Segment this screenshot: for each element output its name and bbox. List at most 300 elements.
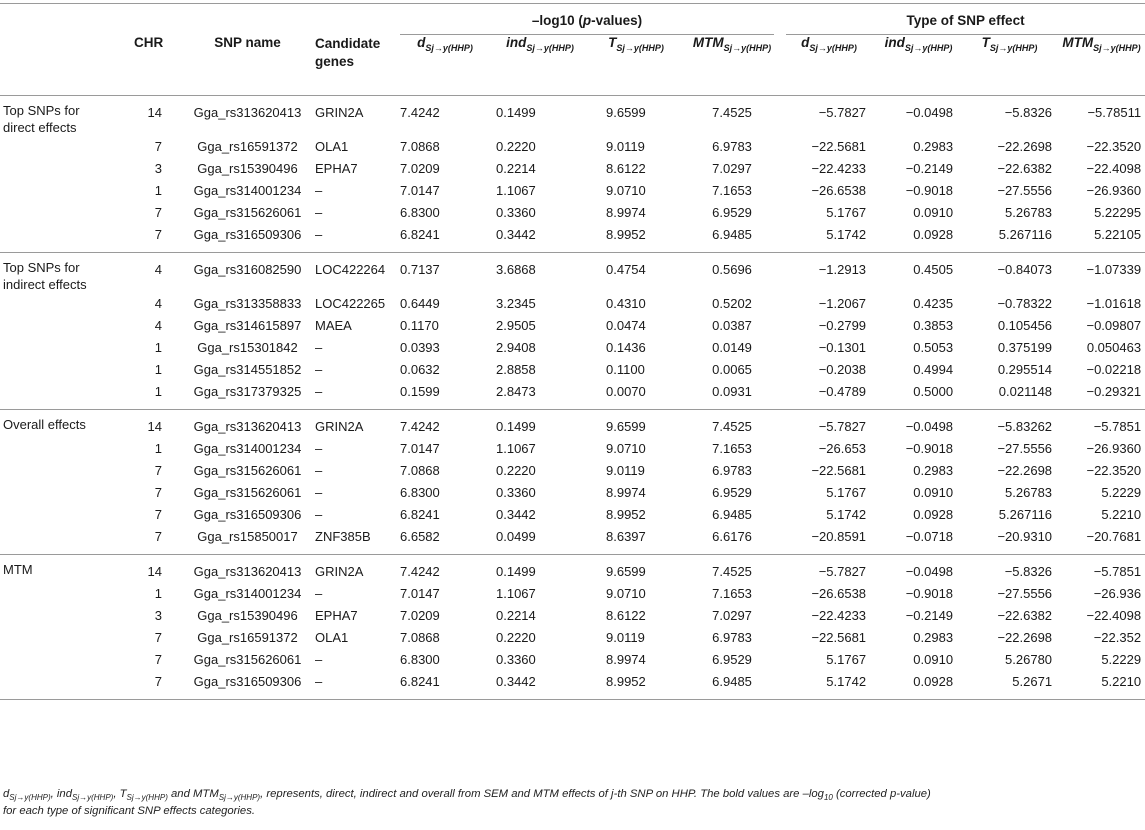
header-ind-pvalue: ind$_{Sj\to y(HHP)}$ <box>506 35 574 53</box>
cell-p-ind: 0.1499 <box>496 105 536 120</box>
cell-gene: GRIN2A <box>315 564 364 579</box>
cell-chr: 1 <box>154 586 162 601</box>
cell-p-mtm: 6.9783 <box>712 630 752 645</box>
group-label-line: direct effects <box>3 120 77 135</box>
cell-p-mtm: 7.1653 <box>712 586 752 601</box>
table-row <box>0 224 1145 253</box>
cell-e-t: 0.021148 <box>998 384 1053 399</box>
cell-snp: Gga_rs15390496 <box>197 161 298 176</box>
cell-e-mtm: −22.3520 <box>1086 139 1142 154</box>
cell-gene: OLA1 <box>315 139 349 154</box>
cell-p-t: 9.0710 <box>606 586 646 601</box>
cell-gene: ZNF385B <box>315 529 371 544</box>
cell-chr: 7 <box>154 507 162 522</box>
cell-e-ind: 0.4994 <box>913 362 954 377</box>
cell-p-mtm: 0.5696 <box>712 262 752 277</box>
cell-p-d: 7.0868 <box>400 630 440 645</box>
cell-e-t: 5.2671 <box>1012 674 1053 689</box>
cell-p-mtm: 7.0297 <box>712 161 752 176</box>
cell-e-mtm: −22.352 <box>1093 630 1142 645</box>
cell-p-ind: 0.3442 <box>496 507 536 522</box>
table-row <box>0 337 1145 359</box>
group-label-cell <box>0 438 128 460</box>
cell-e-ind: 0.5000 <box>913 384 954 399</box>
table-footnote <box>3 786 1143 820</box>
cell-p-d: 6.6582 <box>400 529 440 544</box>
cell-e-t: 5.26783 <box>1005 485 1053 500</box>
cell-e-d: −22.5681 <box>811 630 867 645</box>
cell-chr: 1 <box>154 183 162 198</box>
cell-e-t: −27.5556 <box>997 586 1053 601</box>
cell-p-mtm: 6.9783 <box>712 139 752 154</box>
group-label-cell <box>0 482 128 504</box>
cell-snp: Gga_rs316082590 <box>193 262 302 277</box>
cell-e-ind: 0.0928 <box>913 674 954 689</box>
cell-p-t: 8.9974 <box>606 485 646 500</box>
table-row <box>0 315 1145 337</box>
group-label-cell <box>0 605 128 627</box>
header-d-pvalue: $d_{Sj\to y(HHP)}$ <box>417 35 473 53</box>
group-label-line: Top SNPs for <box>3 103 80 118</box>
cell-p-d: 7.0209 <box>400 161 440 176</box>
cell-e-mtm: −22.3520 <box>1086 463 1142 478</box>
table-row <box>0 381 1145 410</box>
cell-p-ind: 0.3360 <box>496 652 536 667</box>
table-row <box>0 293 1145 315</box>
cell-p-mtm: 7.4525 <box>712 564 752 579</box>
cell-p-mtm: 6.6176 <box>712 529 752 544</box>
cell-e-d: −22.4233 <box>811 161 867 176</box>
cell-p-t: 9.0710 <box>606 441 646 456</box>
cell-gene: – <box>315 340 323 355</box>
cell-snp: Gga_rs314551852 <box>193 362 302 377</box>
cell-p-d: 6.8241 <box>400 227 440 242</box>
cell-e-d: −26.6538 <box>811 586 867 601</box>
cell-p-t: 9.0710 <box>606 183 646 198</box>
table-row <box>0 202 1145 224</box>
cell-p-t: 0.1436 <box>606 340 646 355</box>
group-label-cell <box>0 337 128 359</box>
cell-p-d: 0.0632 <box>400 362 440 377</box>
cell-e-ind: 0.0928 <box>913 507 954 522</box>
cell-p-d: 7.4242 <box>400 564 440 579</box>
cell-e-mtm: −26.9360 <box>1086 183 1142 198</box>
group-label-cell <box>0 180 128 202</box>
cell-e-ind: 0.2983 <box>913 139 954 154</box>
cell-p-mtm: 0.0149 <box>712 340 752 355</box>
cell-chr: 7 <box>154 485 162 500</box>
cell-e-ind: −0.9018 <box>905 183 954 198</box>
cell-snp: Gga_rs316509306 <box>193 674 302 689</box>
table-body <box>0 96 1145 700</box>
cell-p-ind: 0.3360 <box>496 485 536 500</box>
cell-snp: Gga_rs313358833 <box>193 296 302 311</box>
cell-p-t: 9.0119 <box>606 630 645 645</box>
cell-chr: 14 <box>147 564 162 579</box>
cell-p-mtm: 6.9783 <box>712 463 752 478</box>
cell-e-t: 5.267116 <box>998 227 1053 242</box>
cell-snp: Gga_rs15850017 <box>197 529 298 544</box>
cell-gene: MAEA <box>315 318 352 333</box>
cell-p-d: 6.8300 <box>400 652 440 667</box>
cell-p-ind: 1.1067 <box>496 586 536 601</box>
cell-e-t: −0.84073 <box>997 262 1053 277</box>
cell-p-mtm: 6.9485 <box>712 674 752 689</box>
header-snp-name: SNP name <box>214 35 281 50</box>
cell-p-t: 0.0474 <box>606 318 646 333</box>
cell-e-ind: 0.5053 <box>913 340 954 355</box>
cell-gene: – <box>315 384 323 399</box>
cell-e-mtm: 5.2210 <box>1101 674 1142 689</box>
cell-e-t: 5.267116 <box>998 507 1053 522</box>
group-label-cell <box>0 460 128 482</box>
cell-gene: – <box>315 485 323 500</box>
cell-e-t: 5.26783 <box>1005 205 1053 220</box>
cell-p-t: 8.9952 <box>606 507 646 522</box>
cell-gene: EPHA7 <box>315 608 358 623</box>
cell-chr: 1 <box>154 384 162 399</box>
table-row <box>0 253 1145 294</box>
cell-p-t: 8.6122 <box>606 161 646 176</box>
cell-e-ind: 0.0928 <box>913 227 954 242</box>
cell-e-d: 5.1742 <box>826 507 867 522</box>
cell-e-d: −20.8591 <box>811 529 867 544</box>
table-row <box>0 482 1145 504</box>
cell-p-mtm: 0.0931 <box>712 384 752 399</box>
cell-e-ind: 0.4235 <box>913 296 954 311</box>
header-t-effect: $T_{Sj\to y(HHP)}$ <box>981 35 1038 53</box>
cell-e-mtm: −22.4098 <box>1086 161 1142 176</box>
cell-p-ind: 2.9408 <box>496 340 536 355</box>
cell-e-ind: −0.9018 <box>905 586 954 601</box>
cell-p-ind: 0.1499 <box>496 564 536 579</box>
cell-p-mtm: 6.9529 <box>712 485 752 500</box>
cell-snp: Gga_rs313620413 <box>193 419 302 434</box>
cell-e-t: −22.2698 <box>997 630 1053 645</box>
cell-e-t: −5.8326 <box>1004 105 1053 120</box>
cell-p-mtm: 6.9529 <box>712 205 752 220</box>
cell-chr: 4 <box>154 296 162 311</box>
header-candidate-genes: Candidate genes <box>315 36 381 69</box>
cell-p-ind: 0.3442 <box>496 227 536 242</box>
table-row <box>0 504 1145 526</box>
cell-gene: OLA1 <box>315 630 349 645</box>
group-label-cell <box>0 359 128 381</box>
cell-e-ind: −0.9018 <box>905 441 954 456</box>
cell-gene: – <box>315 227 323 242</box>
cell-e-d: 5.1767 <box>826 652 867 667</box>
table-row <box>0 526 1145 555</box>
group-label-cell <box>0 627 128 649</box>
cell-e-mtm: −5.78511 <box>1087 105 1142 120</box>
cell-p-t: 0.0070 <box>606 384 646 399</box>
cell-e-d: 5.1742 <box>826 674 867 689</box>
cell-e-mtm: −0.09807 <box>1086 318 1142 333</box>
group-label-cell <box>0 410 128 439</box>
cell-p-mtm: 0.0387 <box>712 318 752 333</box>
header-t-pvalue: $T_{Sj\to y(HHP)}$ <box>608 35 664 53</box>
cell-e-mtm: 5.2229 <box>1101 652 1142 667</box>
cell-e-mtm: −1.01618 <box>1086 296 1142 311</box>
cell-gene: GRIN2A <box>315 419 364 434</box>
cell-chr: 7 <box>154 139 162 154</box>
cell-e-t: 0.105456 <box>997 318 1053 333</box>
cell-p-mtm: 7.1653 <box>712 183 752 198</box>
group-label-cell <box>0 671 128 700</box>
cell-snp: Gga_rs313620413 <box>193 105 302 120</box>
header-group-effect: Type of SNP effect <box>782 4 1145 36</box>
cell-e-d: −0.2799 <box>818 318 867 333</box>
cell-e-mtm: −0.02218 <box>1086 362 1142 377</box>
group-label-line: MTM <box>3 562 33 577</box>
cell-gene: – <box>315 441 323 456</box>
cell-p-t: 8.9952 <box>606 227 646 242</box>
cell-e-t: −27.5556 <box>997 441 1053 456</box>
cell-gene: – <box>315 652 323 667</box>
cell-gene: GRIN2A <box>315 105 364 120</box>
cell-e-d: −26.653 <box>818 441 867 456</box>
group-label-cell <box>0 583 128 605</box>
cell-e-t: −27.5556 <box>997 183 1053 198</box>
cell-e-d: 5.1767 <box>826 205 867 220</box>
cell-e-ind: −0.0498 <box>905 105 954 120</box>
table-row <box>0 180 1145 202</box>
table-row <box>0 359 1145 381</box>
cell-e-ind: 0.2983 <box>913 463 954 478</box>
table-row <box>0 158 1145 180</box>
table-row <box>0 649 1145 671</box>
cell-e-d: −0.1301 <box>818 340 867 355</box>
cell-p-ind: 2.8858 <box>496 362 536 377</box>
cell-p-t: 8.9974 <box>606 652 646 667</box>
cell-e-mtm: 5.22295 <box>1094 205 1142 220</box>
cell-e-d: −5.7827 <box>818 419 867 434</box>
cell-p-t: 9.0119 <box>606 463 645 478</box>
cell-p-t: 0.4310 <box>606 296 646 311</box>
cell-e-d: −26.6538 <box>811 183 867 198</box>
cell-snp: Gga_rs316509306 <box>193 227 302 242</box>
cell-p-mtm: 6.9485 <box>712 227 752 242</box>
cell-e-t: −22.6382 <box>997 161 1053 176</box>
group-label-cell <box>0 526 128 555</box>
cell-p-d: 0.6449 <box>400 296 440 311</box>
cell-p-ind: 2.9505 <box>496 318 536 333</box>
cell-e-d: −1.2913 <box>818 262 867 277</box>
cell-p-mtm: 6.9529 <box>712 652 752 667</box>
cell-e-mtm: −5.7851 <box>1093 419 1142 434</box>
cell-e-d: −1.2067 <box>818 296 867 311</box>
cell-p-t: 9.6599 <box>606 105 646 120</box>
cell-p-ind: 0.0499 <box>496 529 536 544</box>
cell-chr: 7 <box>154 674 162 689</box>
cell-e-t: −0.78322 <box>997 296 1053 311</box>
cell-e-t: −5.83262 <box>997 419 1053 434</box>
cell-gene: LOC422265 <box>315 296 386 311</box>
cell-p-t: 8.9952 <box>606 674 646 689</box>
cell-e-t: 0.375199 <box>997 340 1053 355</box>
group-label-cell <box>0 504 128 526</box>
cell-p-t: 9.6599 <box>606 419 646 434</box>
header-mtm-effect: $MTM_{Sj\to y(HHP)}$ <box>1062 35 1141 53</box>
cell-chr: 7 <box>154 630 162 645</box>
cell-snp: Gga_rs315626061 <box>193 463 302 478</box>
header-chr: CHR <box>134 35 164 50</box>
cell-p-t: 8.6397 <box>606 529 646 544</box>
cell-p-d: 0.1170 <box>400 318 439 333</box>
table-row <box>0 671 1145 700</box>
cell-e-t: 5.26780 <box>1005 652 1053 667</box>
cell-e-ind: 0.3853 <box>913 318 954 333</box>
cell-p-ind: 0.2214 <box>496 161 536 176</box>
group-label-cell <box>0 293 128 315</box>
cell-p-ind: 0.3360 <box>496 205 536 220</box>
cell-p-ind: 0.3442 <box>496 674 536 689</box>
header-empty <box>0 35 128 96</box>
cell-e-t: −22.2698 <box>997 139 1053 154</box>
cell-snp: Gga_rs314615897 <box>193 318 302 333</box>
cell-e-ind: 0.2983 <box>913 630 954 645</box>
cell-chr: 1 <box>154 340 162 355</box>
cell-p-d: 6.8300 <box>400 485 440 500</box>
cell-e-ind: −0.2149 <box>905 161 954 176</box>
cell-snp: Gga_rs16591372 <box>197 139 298 154</box>
group-label-cell <box>0 649 128 671</box>
cell-e-t: 0.295514 <box>997 362 1053 377</box>
cell-p-t: 8.9974 <box>606 205 646 220</box>
cell-p-d: 7.4242 <box>400 105 440 120</box>
cell-chr: 7 <box>154 652 162 667</box>
cell-e-ind: −0.0498 <box>905 564 954 579</box>
group-label-cell <box>0 381 128 410</box>
cell-e-d: −0.2038 <box>818 362 867 377</box>
cell-p-ind: 1.1067 <box>496 441 536 456</box>
cell-e-t: −20.9310 <box>997 529 1053 544</box>
cell-gene: – <box>315 674 323 689</box>
table-row <box>0 605 1145 627</box>
cell-chr: 7 <box>154 463 162 478</box>
cell-e-ind: −0.2149 <box>905 608 954 623</box>
group-label-cell <box>0 555 128 584</box>
group-label-line: Top SNPs for <box>3 260 80 275</box>
cell-chr: 14 <box>147 419 162 434</box>
table-row <box>0 555 1145 584</box>
group-label-cell <box>0 315 128 337</box>
cell-e-ind: 0.0910 <box>913 485 954 500</box>
cell-p-t: 0.4754 <box>606 262 646 277</box>
cell-chr: 1 <box>154 441 162 456</box>
group-label-cell <box>0 202 128 224</box>
cell-chr: 7 <box>154 529 162 544</box>
cell-chr: 7 <box>154 227 162 242</box>
cell-p-d: 0.0393 <box>400 340 440 355</box>
cell-gene: – <box>315 507 323 522</box>
cell-p-ind: 0.2214 <box>496 608 536 623</box>
cell-p-ind: 1.1067 <box>496 183 536 198</box>
cell-e-d: −5.7827 <box>818 105 867 120</box>
snp-effects-table <box>0 3 1145 700</box>
cell-p-ind: 0.2220 <box>496 463 536 478</box>
cell-e-t: −5.8326 <box>1004 564 1053 579</box>
header-d-effect: $d_{Sj\to y(HHP)}$ <box>801 35 857 53</box>
group-label-cell <box>0 158 128 180</box>
cell-snp: Gga_rs15390496 <box>197 608 298 623</box>
footnote-line-1: $d_{Sj\to y(HHP)}$, ind$_{Sj\to y(HHP)}$, $T_{Sj\to y(HHP)}$ and $MTM_{Sj\to y(HHP)}$, represents, direct, indirect and overall from SEM and MTM effects of j-th SNP on HHP. The bold values are $-\log_{10}$ (corrected p-value) <box>3 788 931 802</box>
cell-e-ind: −0.0718 <box>905 529 954 544</box>
cell-gene: – <box>315 362 323 377</box>
cell-e-d: 5.1767 <box>826 485 867 500</box>
table-row <box>0 627 1145 649</box>
cell-p-ind: 3.2345 <box>496 296 536 311</box>
cell-e-mtm: 5.2229 <box>1101 485 1142 500</box>
table-row <box>0 583 1145 605</box>
cell-snp: Gga_rs315626061 <box>193 485 302 500</box>
table-row <box>0 438 1145 460</box>
cell-snp: Gga_rs16591372 <box>197 630 298 645</box>
cell-snp: Gga_rs317379325 <box>193 384 302 399</box>
cell-p-mtm: 7.4525 <box>712 105 752 120</box>
cell-p-d: 7.0147 <box>400 183 440 198</box>
header-spacer <box>0 4 400 36</box>
cell-p-mtm: 0.5202 <box>712 296 752 311</box>
cell-p-d: 7.0147 <box>400 441 440 456</box>
table-row <box>0 136 1145 158</box>
cell-gene: – <box>315 586 323 601</box>
cell-e-d: 5.1742 <box>826 227 867 242</box>
cell-p-d: 6.8241 <box>400 507 440 522</box>
cell-p-mtm: 0.0065 <box>712 362 752 377</box>
cell-chr: 1 <box>154 362 162 377</box>
cell-e-d: −22.4233 <box>811 608 867 623</box>
cell-p-ind: 3.6868 <box>496 262 536 277</box>
table-row <box>0 96 1145 137</box>
cell-p-mtm: 6.9485 <box>712 507 752 522</box>
cell-p-d: 6.8300 <box>400 205 440 220</box>
cell-p-ind: 0.2220 <box>496 630 536 645</box>
cell-p-d: 0.1599 <box>400 384 440 399</box>
cell-chr: 14 <box>147 105 162 120</box>
cell-p-d: 6.8241 <box>400 674 440 689</box>
cell-e-mtm: 5.22105 <box>1094 227 1142 242</box>
group-label-cell <box>0 96 128 137</box>
cell-snp: Gga_rs315626061 <box>193 652 302 667</box>
cell-chr: 4 <box>154 262 162 277</box>
header-group-pvalues: –log10 (p-values) <box>400 4 782 36</box>
cell-e-d: −0.4789 <box>818 384 867 399</box>
cell-e-mtm: 0.050463 <box>1086 340 1142 355</box>
cell-e-ind: 0.0910 <box>913 205 954 220</box>
cell-e-mtm: −5.7851 <box>1093 564 1142 579</box>
cell-snp: Gga_rs313620413 <box>193 564 302 579</box>
cell-chr: 4 <box>154 318 162 333</box>
cell-chr: 3 <box>154 608 162 623</box>
cell-p-ind: 2.8473 <box>496 384 536 399</box>
cell-p-d: 7.4242 <box>400 419 440 434</box>
cell-chr: 7 <box>154 205 162 220</box>
cell-p-mtm: 7.4525 <box>712 419 752 434</box>
cell-e-mtm: −22.4098 <box>1086 608 1142 623</box>
cell-chr: 3 <box>154 161 162 176</box>
cell-snp: Gga_rs314001234 <box>193 441 302 456</box>
table-row <box>0 410 1145 439</box>
header-ind-effect: ind$_{Sj\to y(HHP)}$ <box>884 35 953 53</box>
group-label-cell <box>0 253 128 294</box>
cell-e-ind: 0.0910 <box>913 652 954 667</box>
cell-p-mtm: 7.1653 <box>712 441 752 456</box>
cell-snp: Gga_rs316509306 <box>193 507 302 522</box>
cell-snp: Gga_rs314001234 <box>193 586 302 601</box>
cell-gene: – <box>315 205 323 220</box>
group-label-cell <box>0 136 128 158</box>
